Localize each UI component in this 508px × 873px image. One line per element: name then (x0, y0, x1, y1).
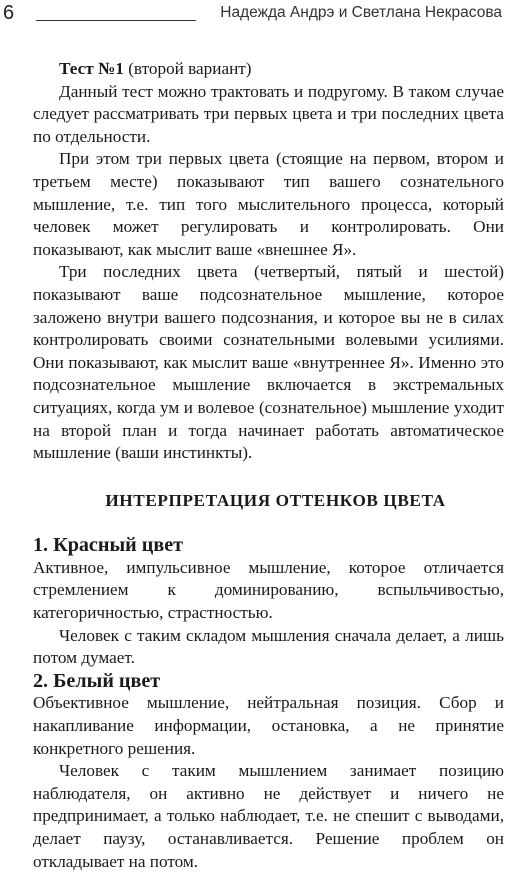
paragraph: Три последних цвета (четвертый, пятый и шестой) показывают ваше подсознательное мышление, которое заложено внутри вашего подсознания, и которое вы не в силах контролировать своими сознательными волевыми усилиями. Они показывают, как мыслит ваше «внутреннее Я». Именно это подсознательное мышление включается в экстремальных ситуациях, когда ум и волевое (сознательное) мышление уходит на второй план и тогда начинает работать автоматическое мышление (ваши инстинкты). (33, 262, 504, 463)
page-number: 6 (3, 2, 15, 24)
page-content (33, 58, 504, 873)
header-author: Надежда Андрэ и Светлана Некрасова (220, 4, 502, 21)
section-heading: ИНТЕРПРЕТАЦИЯ ОТТЕНКОВ ЦВЕТА (105, 490, 446, 510)
running-header (0, 0, 508, 28)
color-note-white: Человек с таким мышлением занимает позицию наблюдателя, он активно не действует и ничего не предпринимает, а только наблюдает, т.е. не спешит с выводами, делает паузу, останавливается. Решение проблем он откладывает на потом. (33, 761, 504, 871)
color-note-red: Человек с таким складом мышления сначала делает, а лишь потом думает. (33, 625, 504, 668)
paragraph: Данный тест можно трактовать и подругому. В таком случае следует рассматривать три первых цвета и три последних цвета по отдельности. (33, 81, 504, 146)
color-description-white: Объективное мышление, нейтральная позиция. Сбор и накапливание информации, остановка, а не принятие конкретного решения. (33, 693, 504, 758)
color-description-red: Активное, импульсивное мышление, которое отличается стремлением к доминированию, вспыльчивостью, категоричностью, страстностью. (33, 557, 504, 623)
header-rule (36, 20, 196, 21)
paragraph: При этом три первых цвета (стоящие на первом, втором и третьем месте) показывают тип вашего сознательного мышление, т.е. тип того мыслительного процесса, который человек может регулировать и контролировать. Они показывают, как мыслит ваше «внешнее Я». (33, 149, 504, 259)
test-subtitle: (второй вариант) (128, 59, 252, 78)
color-heading-white: 2. Белый цвет (33, 669, 161, 692)
test-title: Тест №1 (59, 59, 124, 78)
color-heading-red: 1. Красный цвет (33, 534, 184, 557)
test-heading (33, 58, 504, 81)
